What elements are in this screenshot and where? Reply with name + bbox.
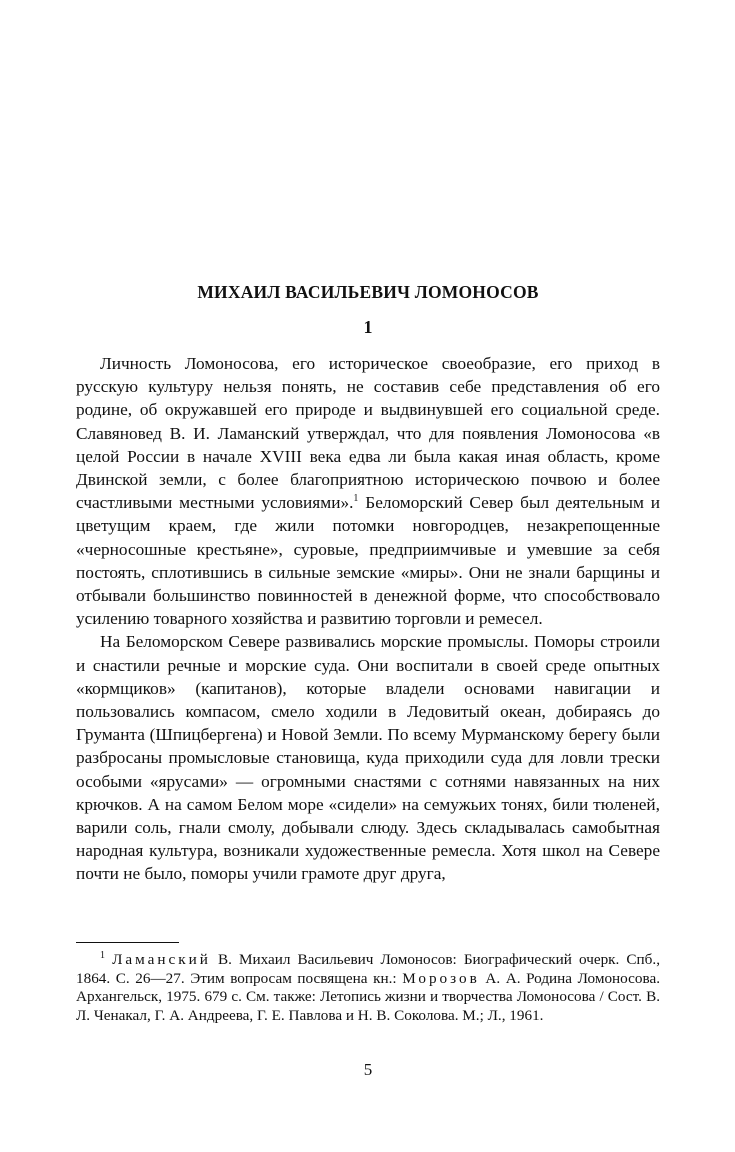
footnote-text-1: В. Михаил Васильевич Ломоносов: Биографический очерк. Спб., 1864. С. 26—27. Этим вопросам посвящена кн.: — [76, 951, 660, 987]
paragraph-1-continuation: Беломорский Север был деятельным и цветущим краем, где жили потомки новгородцев, незакрепощенные «черносошные крестьяне», суровые, предприимчивые и умевшие за себя постоять, сплотившись в сильные земские «миры». Они не знали барщины и отбывали большинство повинностей в денежной форме, что способствовало усилению товарного хозяйства и развитию торговли и ремесел. — [76, 493, 660, 629]
footnote-reference: 1 — [353, 493, 359, 505]
body-text — [76, 352, 660, 886]
footnote-author-1: Ламанский — [112, 951, 211, 968]
footnote-author-2: Морозов — [402, 969, 480, 987]
book-page — [76, 0, 660, 1152]
chapter-title: МИХАИЛ ВАСИЛЬЕВИЧ ЛОМОНОСОВ — [197, 282, 539, 302]
footnote-marker: 1 — [100, 949, 105, 961]
section-number: 1 — [363, 317, 373, 337]
paragraph-2: На Беломорском Севере развивались морские промыслы. Поморы строили и снастили речные и морские суда. Они воспитали в своей среде опытных «кормщиков» (капитанов), которые владели основами навигации и пользовались компасом, смело ходили в Ледовитый океан, добираясь до Груманта (Шпицбергена) и Новой Земли. По всему Мурманскому берегу были разбросаны промысловые становища, куда приходили суда для ловли трески особыми «ярусами» — огромными снастями с сотнями навязанных на них крючков. А на самом Белом море «сидели» на семужьих тонях, били тюленей, варили соль, гнали смолу, добывали слюду. Здесь складывалась самобытная народная культура, возникали художественные ремесла. Хотя школ на Севере почти не было, поморы учили грамоте друг друга, — [76, 632, 660, 884]
footnote-divider — [76, 942, 179, 943]
footnote — [76, 951, 660, 1025]
page-number: 5 — [363, 1060, 373, 1079]
footnote-text-2: А. А. Родина Ломоносова. Архангельск, 1975. 679 с. См. также: Летопись жизни и творчества Ломоносова / Сост. В. Л. Ченакал, Г. А. Андреева, Г. Е. Павлова и Н. В. Соколова. М.; Л., 1961. — [76, 969, 660, 1024]
paragraph-1 — [76, 352, 660, 630]
paragraph-1-text: Личность Ломоносова, его историческое своеобразие, его приход в русскую культуру нельзя понять, не составив себе представления об его родине, об окружавшей его природе и выдвинувшей его социальной среде. Славяновед В. И. Ламанский утверждал, что для появления Ломоносова «в целой России в начале XVIII века едва ли была какая иная область, кроме Двинской земли, с более благоприятною историческою почвою и более счастливыми местными условиями». — [76, 354, 660, 513]
